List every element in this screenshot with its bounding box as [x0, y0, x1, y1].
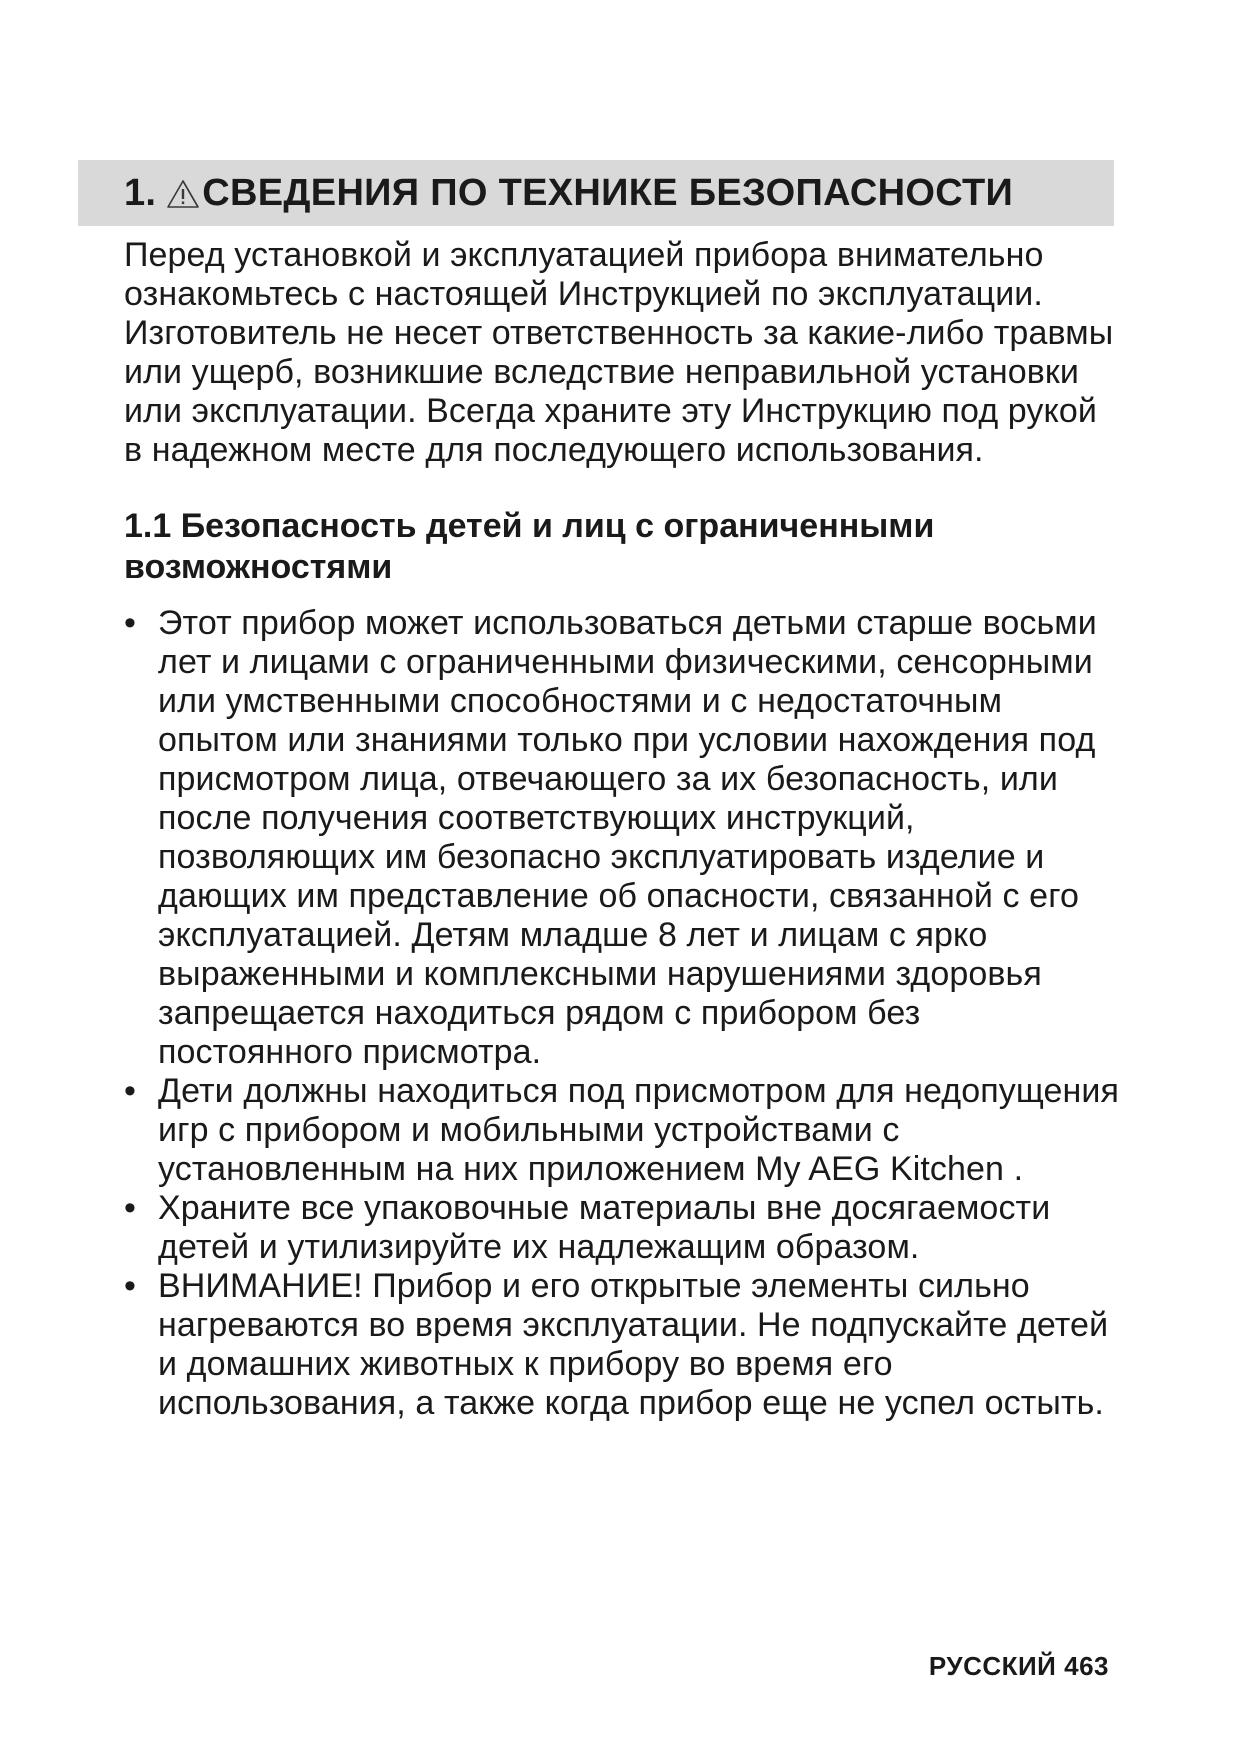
section-number: 1. [124, 171, 157, 214]
list-item [124, 1267, 1124, 1423]
list-item-text: Дети должны находиться под присмотром для недопущения игр с прибором и мобильными устройствами с установленным на них приложением My AEG Kitchen . [158, 1072, 1120, 1188]
bullet-marker: • [124, 604, 137, 642]
section-header [78, 160, 1114, 226]
list-item [124, 604, 1124, 1072]
section-title: СВЕДЕНИЯ ПО ТЕХНИКЕ БЕЗОПАСНОСТИ [202, 171, 1014, 214]
page-footer [929, 1651, 1109, 1682]
page-content [124, 236, 1124, 1423]
bullet-marker: • [124, 1267, 137, 1305]
list-item [124, 1189, 1124, 1267]
subsection-title: 1.1 Безопасность детей и лиц с ограниченными возможностями [124, 507, 935, 586]
warning-triangle-icon [166, 179, 200, 209]
bullet-marker: • [124, 1072, 137, 1110]
list-item-text: Храните все упаковочные материалы вне досягаемости детей и утилизируйте их надлежащим образом. [158, 1189, 1051, 1266]
page-number: 463 [1064, 1651, 1109, 1681]
bullet-marker: • [124, 1189, 137, 1227]
list-item-text: Этот прибор может использоваться детьми старше восьми лет и лицами с ограниченными физическими, сенсорными или умственными способностями и с недостаточным опытом или знаниями только при условии нахождения под присмотром лица, отвечающего за их безопасность, или после получения соответствующих инструкций, позволяющих им безопасно эксплуатировать изделие и дающих им представление об опасности, связанной с его эксплуатацией. Детям младше 8 лет и лицам с ярко выраженными и комплексными нарушениями здоровья запрещается находиться рядом с прибором без постоянного присмотра. [158, 604, 1097, 1071]
list-item [124, 1072, 1124, 1189]
safety-bullet-list [124, 604, 1124, 1423]
intro-paragraph: Перед установкой и эксплуатацией прибора внимательно ознакомьтесь с настоящей Инструкцией по эксплуатации. Изготовитель не несет ответственность за какие-либо травмы или ущерб, возникшие вследствие неправильной установки или эксплуатации. Всегда храните эту Инструкцию под рукой в надежном месте для последующего использования. [124, 236, 1114, 469]
list-item-text: ВНИМАНИЕ! Прибор и его открытые элементы сильно нагреваются во время эксплуатации. Не подпускайте детей и домашних животных к прибору во время его использования, а также когда прибор еще не успел остыть. [158, 1267, 1109, 1422]
footer-language: РУССКИЙ [928, 1651, 1057, 1681]
